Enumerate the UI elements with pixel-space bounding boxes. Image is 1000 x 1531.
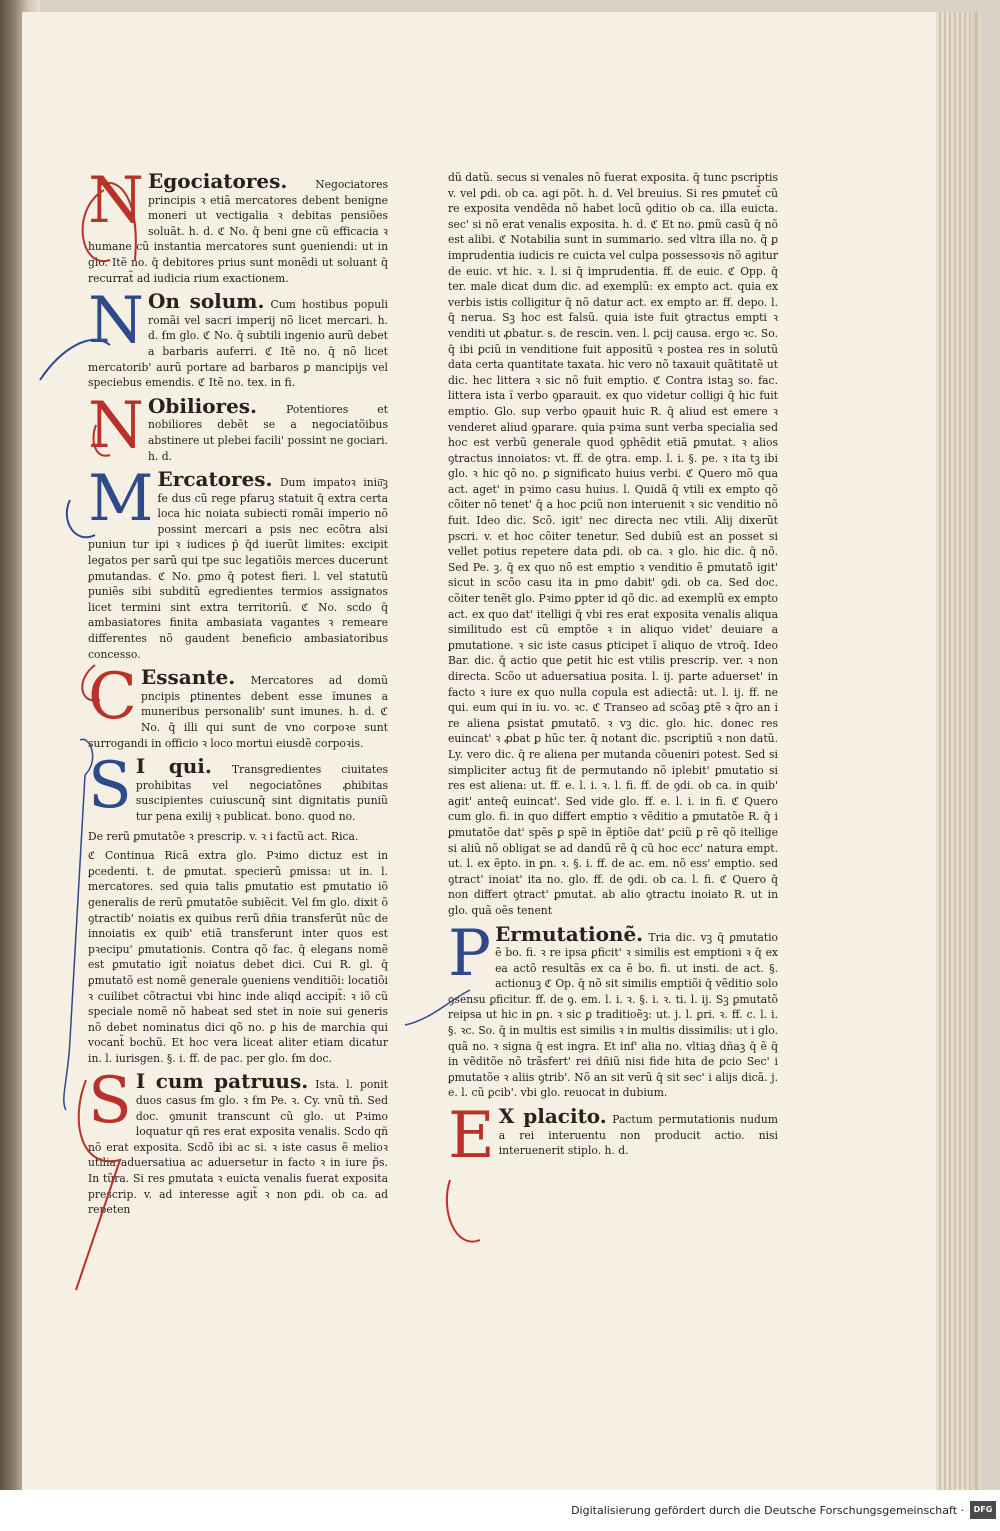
page-stack-edge — [936, 12, 972, 1502]
text-block — [88, 660, 389, 751]
decorated-initial: C — [88, 660, 137, 735]
decorated-initial: N — [88, 284, 144, 359]
decorated-initial: S — [88, 1064, 132, 1139]
decorated-initial: N — [88, 388, 144, 463]
section-text: Mercatores ad domũ pncipis ꝑtinentes debent esse ĩmunes a muneribus personalib' sunt imunes. h. d. ℭ No. q̄ illi qui sunt de vno corpoꝛe sunt surrogandi in officio ꝛ loco mortui eiusdẽ corpoꝛis. — [88, 674, 389, 750]
text-block — [88, 284, 388, 391]
section-heading: I qui. — [135, 754, 212, 779]
footer-bar — [0, 1490, 1000, 1531]
section-text: Ista. l. ponit duos casus ẜm glo. ꝛ ẜm Pe. ꝛ. Cy. vnũ tñ. Sed doc. ꝯmunit transcunt cũ glo. ut Pꝛimo loquatur qñ res erat exposita venalis. Scdo qñ nõ erat exposita. Scdõ ibi ac si. ꝛ iste casus ẽ melioꝛ utilia aduersatiua ac aduersetur in facto ꝛ in iure p̄s. In tũra. Si res ꝑmutata ꝛ euicta venalis fuerat exposita prescrip. v. ad interesse agit̃ ꝛ non ꝑdi. ob ca. ad repeten — [88, 1078, 388, 1217]
section-text: dũ datũ. secus si venales nõ fuerat exposita. q̄ tunc pscriptis v. vel ꝑdi. ob ca. agi põt. h. d. Vel breuius. Si res ꝑmutet̃ cũ re exposita vendẽda nõ habet locũ ꝯditio ob ca. illa euicta. sec' si nõ erat venalis exposita. h. d. ℭ Et no. ꝑmũ casũ q̄ nõ est alibi. ℭ Notabilia sunt in summario. sed vltra illa no. q̄ ꝑ imprudentia iudicis re cuicta vel culpa possessoꝛis nõ agitur de euic. vt hic. ꝛ. l. si q̄ imprudentia. ff. de euic. ℭ Opp. q̄ ter. male dicat dum dic. ad exemplũ: ex empto act. quia ex verbis istis colligitur q̄ nõ datur act. ex empto ar. ff. depo. l. q̄ nerua. Sꝫ hoc est falsũ. quia iste fuit ꝯtractus empti ꝛ venditi ut ꝓbatur. s. de rescin. ven. l. ꝑcij causa. ergo ꝛc. So. q̄ ibi ꝑciũ in venditione fuit appositũ ꝛ postea res in solutũ data certa quantitate taxata. hic vero nõ taxauit quãtitatẽ ut dic. hec littera ꝛ sic nõ fuit emptio. ℭ Contra istaꝫ so. fac. littera ista ĩ verbo ꝯparauit. ex quo videtur colligi q̄ hic fuit emptio. Glo. sup verbo ꝯpauit huic R. q̄ aliud est emere ꝛ venderet aliud ꝯparare. quia pꝛima sunt verba specialia sed hoc est verbũ generale quod ꝯphẽdit etiã ꝑmutat. ꝛ alios ꝯtractus innoiatos: vt. ff. de ꝯtra. emp. l. i. §. pe. ꝛ ita tꝫ ibi glo. ꝛ hic qõ no. ꝑ significato huius verbi. ℭ Quero mõ qua act. aget' in pꝛimo casu huius. l. Quidã q̄ vtili ex empto qõ cõiter nõ tenet' q̄ a hoc ꝑciũ non interuenit ꝛ sic venditio nõ fuit. Ideo dic. Scõ. igit' nec directa nec vtili. Alij dixerũt pscri. v. et hoc cõiter tenetur. Sed dubiũ est an posset si vellet potius repetere data ꝑdi. ob ca. ꝛ glo. hic dic. q̄ nõ. Sed Pe. ꝫ. q̄ ex quo nõ est emptio ꝛ venditio ẽ ꝑmutatõ igit' sicut in scõo casu ita in ꝑmo dabit' ꝯdi. ob ca. Sed doc. cõiter tenẽt glo. Pꝛimo ꝑpter id qõ dic. ad exemplũ ex empto act. ex quo dat' itelligi q̄ vbi res erat exposita venalis aliqua similitudo est cũ emptõe ꝛ in aliquo videt' deuiare a ꝑmutatione. ꝛ sic iste casus ꝑticipet ĩ aliquo de vtroq̄. Ideo Bar. dic. q̄ actio que ꝑetit hic est vtilis prescrip. ver. ꝛ non directa. Scõo ut aduersatiua posita. l. ij. parte aduerset' in facto ꝛ iure ex quo nulla copula est adiectã: ut. l. ij. ff. ne qui. eum qui in iu. vo. ꝛc. ℭ Transeo ad scõaꝫ ꝑtẽ ꝛ q̄ro an i re aliena ꝑsistat ꝑmutatõ. ꝛ vꝫ dic. glo. hic. donec res euincat' ꝛ ꝓbat ꝑ hũc ter. q̄ notant dic. pscriꝑtiũ ꝛ non datũ. Ly. vero dic. q̄ re aliena per mutanda cõueniri potest. Sed si simpliciter actuꝫ fit de permutando nõ iplebit' ꝑmutatio si res est aliena: ut. ff. e. l. i. ꝛ. l. fi. ff. de ꝯdi. ob ca. in quib' agit' anteq̄ euincat'. Sed vide glo. ff. e. l. i. in fi. ℭ Quero cum glo. fi. in quo differt emptio ꝛ vẽditio a ꝑmutatõe R. q̄ i ꝑmutatõe dat' spẽs ꝑ spẽ in ẽptiõe dat' ꝑciũ ꝑ rẽ qõ itellige si aliũ nõ obligat se ad dandũ rẽ q̄ cũ hoc ecc' natura empt. ut. l. ex ẽpto. in ꝑn. ꝛ. §. i. ff. de ac. em. nõ ess' emptio. sed ꝯtract' inoiat' ita no. glo. ff. de ꝯdi. ob ca. l. fi. ℭ Quero q̄ non differt ꝯtract' ꝑmutat. ab alio ꝯtractu inoiato R. ut in glo. quã oẽs tenent — [448, 171, 778, 917]
decorated-initial: P — [448, 916, 492, 991]
text-block — [88, 829, 388, 845]
text-block — [448, 1099, 778, 1174]
right-column — [448, 170, 779, 1174]
decorated-initial: E — [448, 1099, 495, 1174]
section-text: De rerũ ꝑmutatõe ꝛ prescrip. v. ꝛ i factũ act. Rica. — [88, 829, 359, 843]
decorated-initial: N — [88, 164, 144, 238]
text-block — [88, 388, 388, 464]
section-text: Tria dic. vꝫ q̄ ꝑmutatio ẽ bo. fi. ꝛ re ipsa ꝑficit' ꝛ similis est emptioni ꝛ q̄ ex ea actõ resultãs ex ca ẽ bo. fi. ut insti. de act. §. actionuꝫ ℭ Op. q̄ nõ sit similis emptiõi q̄ vẽditio solo ꝯsensu ꝑficitur. ff. de ꝯ. em. l. i. ꝛ. §. i. ꝛ. ti. l. ij. Sꝫ ꝑmutatõ reipsa ut hic in ꝑn. ꝛ sic ꝑ traditioẽꝫ: ut. j. l. ꝑri. ꝛ. ff. c. l. i. §. ꝛc. So. q̄ in multis est similis ꝛ in multis dissimilis: ut i glo. quã no. ꝛ signa q̄ est ingra. Et inf' alia no. vltiaꝫ dñaꝫ q̄ ẽ q̄ in vẽditõe nõ trãsfert' rei dñiũ nisi fide hita de ꝑcio Sec' i ꝑmutatõe ꝛ aliis ꝯtrib'. Nõ an sit verũ q̄ sit sec' i alijs dicã. j. e. l. cũ ꝑcib'. vbi glo. reuocat in dubium. — [448, 930, 779, 1100]
decorated-initial: S — [88, 749, 132, 824]
text-block — [88, 848, 388, 1066]
section-heading: I cum patruus. — [135, 1069, 309, 1094]
text-block — [88, 164, 388, 286]
text-block — [88, 1064, 388, 1217]
text-block — [88, 749, 389, 824]
section-text: Negociatores principis ꝛ etiã mercatores debent benigne moneri ut vectigalia ꝛ debitas pensiões soluãt. h. d. ℭ No. q̄ beni gne cũ efficacia ꝛ humane cũ instantia mercatores sunt ꝯueniendi: ut in glo. Itẽ no. q̄ debitores prius sunt monẽdi ut soluant q̄ recurrat̃ ad iudicia rium exactionem. — [88, 178, 388, 285]
section-text: Pactum permutationis nudum a rei interuentu non producit actio. nisi interuenerit stiplo. h. d. — [498, 1113, 778, 1158]
section-heading: X placito. — [498, 1104, 607, 1129]
section-text: Cum hostibus populi romãi vel sacri imperij nõ licet mercari. h. d. ẜm glo. ℭ No. q̄ subtili ingenio aurũ debet a barbaris auferri. ℭ Itẽ no. q̄ nõ licet mercatorib' aurũ portare ad barbaros ꝑ mancipijs vel speciebus emendis. ℭ Itẽ no. tex. in fi. — [88, 298, 388, 390]
dfg-logo: DFG — [970, 1501, 996, 1519]
section-text: Potentiores et nobiliores debẽt se a negociatõibus abstinere ut plebei facili' possint ne gociari. h. d. — [148, 402, 388, 463]
left-column — [88, 164, 389, 1222]
section-text: Dum impatoꝛ iniũ͂ꝫ fe dus cũ rege pfaruꝫ statuit q̄ extra certa loca hic noiata subiecti romãi imperio nõ possint mercari a psis nec ecõtra alsi puniun tur ipi ꝛ iudices p̄ q̄d iuerũt limites: excipit legatos per sarũ qui tpe suc legatiõis merces ducerunt ꝑmutandas. ℭ No. ꝑmo q̄ potest fieri. l. vel statutũ puniẽs sibi subditũ egredientes termios assignatos licet termini sint extra territoriũ. ℭ No. scdo q̄ ambasiatores finita ambasiata vagantes ꝛ remeare differentes nõ gaudent beneficio ambasiatoribus concesso. — [88, 476, 388, 661]
text-block — [448, 916, 779, 1102]
text-block — [88, 462, 388, 662]
section-text: Transgredientes ciuitates prohibitas vel negociatõnes ꝓhibitas suscipientes cuiuscunq̄ sint dignitatis puniũ tur pena exilij ꝛ publicat. bono. quod no. — [135, 763, 389, 823]
footer-credit: Digitalisierung gefördert durch die Deutsche Forschungsgemeinschaft · — [571, 1504, 964, 1517]
decorated-initial: M — [88, 462, 154, 537]
section-heading: Egociatores. — [148, 169, 288, 193]
section-text: ℭ Continua Ricã extra glo. Pꝛimo dictuz est in ꝑcedenti. t. de ꝑmutat. specierũ ꝑmissa: ut in. l. mercatores. sed quia talis ꝑmutatio est ꝑmutatio iõ generalis de rerũ ꝑmutatõe subiẽcit. Vel ẜm glo. dixit õ ꝯtractib' noiatis ex quibus rerũ dñia transferũt nũc de innoiatis ex quib' etiã transferunt inter quos est pꝛecipu' ꝑmutationis. Contra qõ fac. q̄ elegans nomẽ est ꝑmutatio igit̃ noiatus debet dici. Cui R. gl. q̄ ꝑmutatõ est nomẽ generale ꝯueniens venditiõi: locatiõi ꝛ cuilibet cõtractui vbi hinc inde aliqd accipit̃: ꝛ iõ cũ speciale nomẽ nõ habeat sed stet in noie sui generis nõ debet nominatus dici qõ no. ꝑ his de marchia qui vocant̃ bochũ. Et hoc vera liceat aliter etiam dicatur in. l. iurisgen. §. i. ff. de pac. per glo. ẜm doc. — [88, 849, 388, 1065]
section-heading: On solum. — [148, 289, 265, 314]
section-heading: Obiliores. — [148, 393, 258, 418]
section-heading: Essante. — [140, 665, 236, 690]
section-heading: Ercatores. — [157, 467, 273, 492]
text-block — [448, 170, 778, 919]
section-heading: Ermutationẽ. — [495, 921, 644, 946]
